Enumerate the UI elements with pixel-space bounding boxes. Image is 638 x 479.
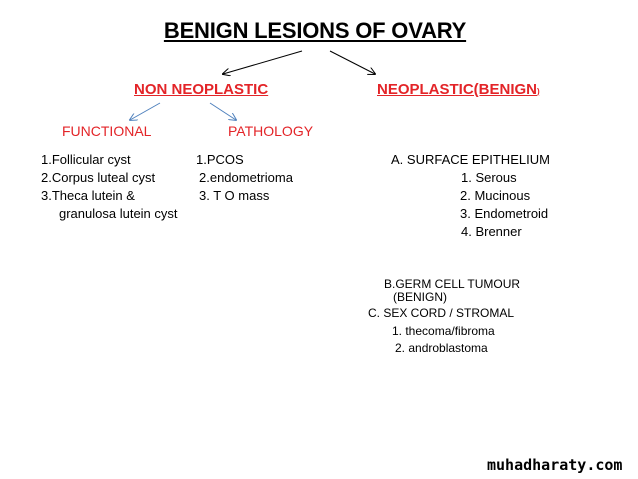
slide-title: BENIGN LESIONS OF OVARY	[163, 18, 467, 43]
neoplastic-heading-text: NEOPLASTIC(BENIGN	[377, 81, 538, 98]
sex-cord-label: C. SEX CORD / STROMAL	[368, 306, 515, 320]
arrow-to-pathology	[210, 103, 236, 120]
list-item: 1.Follicular cyst	[41, 152, 131, 167]
neoplastic-heading	[377, 81, 540, 98]
list-item: 2. Mucinous	[460, 188, 531, 203]
list-item: 3.Theca lutein &	[41, 188, 135, 203]
germ-cell-label: B.GERM CELL TUMOUR	[384, 277, 521, 291]
functional-label: FUNCTIONAL	[62, 123, 152, 139]
sex-cord-item-1: 1. thecoma/fibroma	[392, 324, 495, 338]
surface-epithelium-label: A. SURFACE EPITHELIUM	[391, 152, 550, 167]
list-item: 2.endometrioma	[199, 170, 293, 185]
surface-epithelium-list	[458, 169, 548, 241]
pathology-list	[196, 151, 293, 205]
arrow-to-non-neoplastic	[223, 51, 302, 74]
arrow-to-neoplastic	[330, 51, 375, 74]
list-item: 1. Serous	[461, 170, 517, 185]
list-item: 3. Endometroid	[460, 206, 549, 221]
arrow-to-functional	[130, 103, 160, 120]
list-item: 1.PCOS	[196, 152, 244, 167]
germ-cell-label-cont: (BENIGN)	[393, 290, 447, 304]
list-item: granulosa lutein cyst	[59, 206, 178, 221]
neoplastic-heading-suffix: )	[537, 87, 540, 96]
non-neoplastic-heading: NON NEOPLASTIC	[134, 81, 269, 98]
list-item: 4. Brenner	[461, 224, 522, 239]
functional-list	[41, 151, 178, 223]
pathology-label: PATHOLOGY	[228, 123, 314, 139]
sex-cord-item-2: 2. androblastoma	[395, 341, 488, 355]
list-item: 2.Corpus luteal cyst	[41, 170, 156, 185]
list-item: 3. T O mass	[199, 188, 270, 203]
watermark-brand: muhadharaty.com	[487, 456, 623, 474]
